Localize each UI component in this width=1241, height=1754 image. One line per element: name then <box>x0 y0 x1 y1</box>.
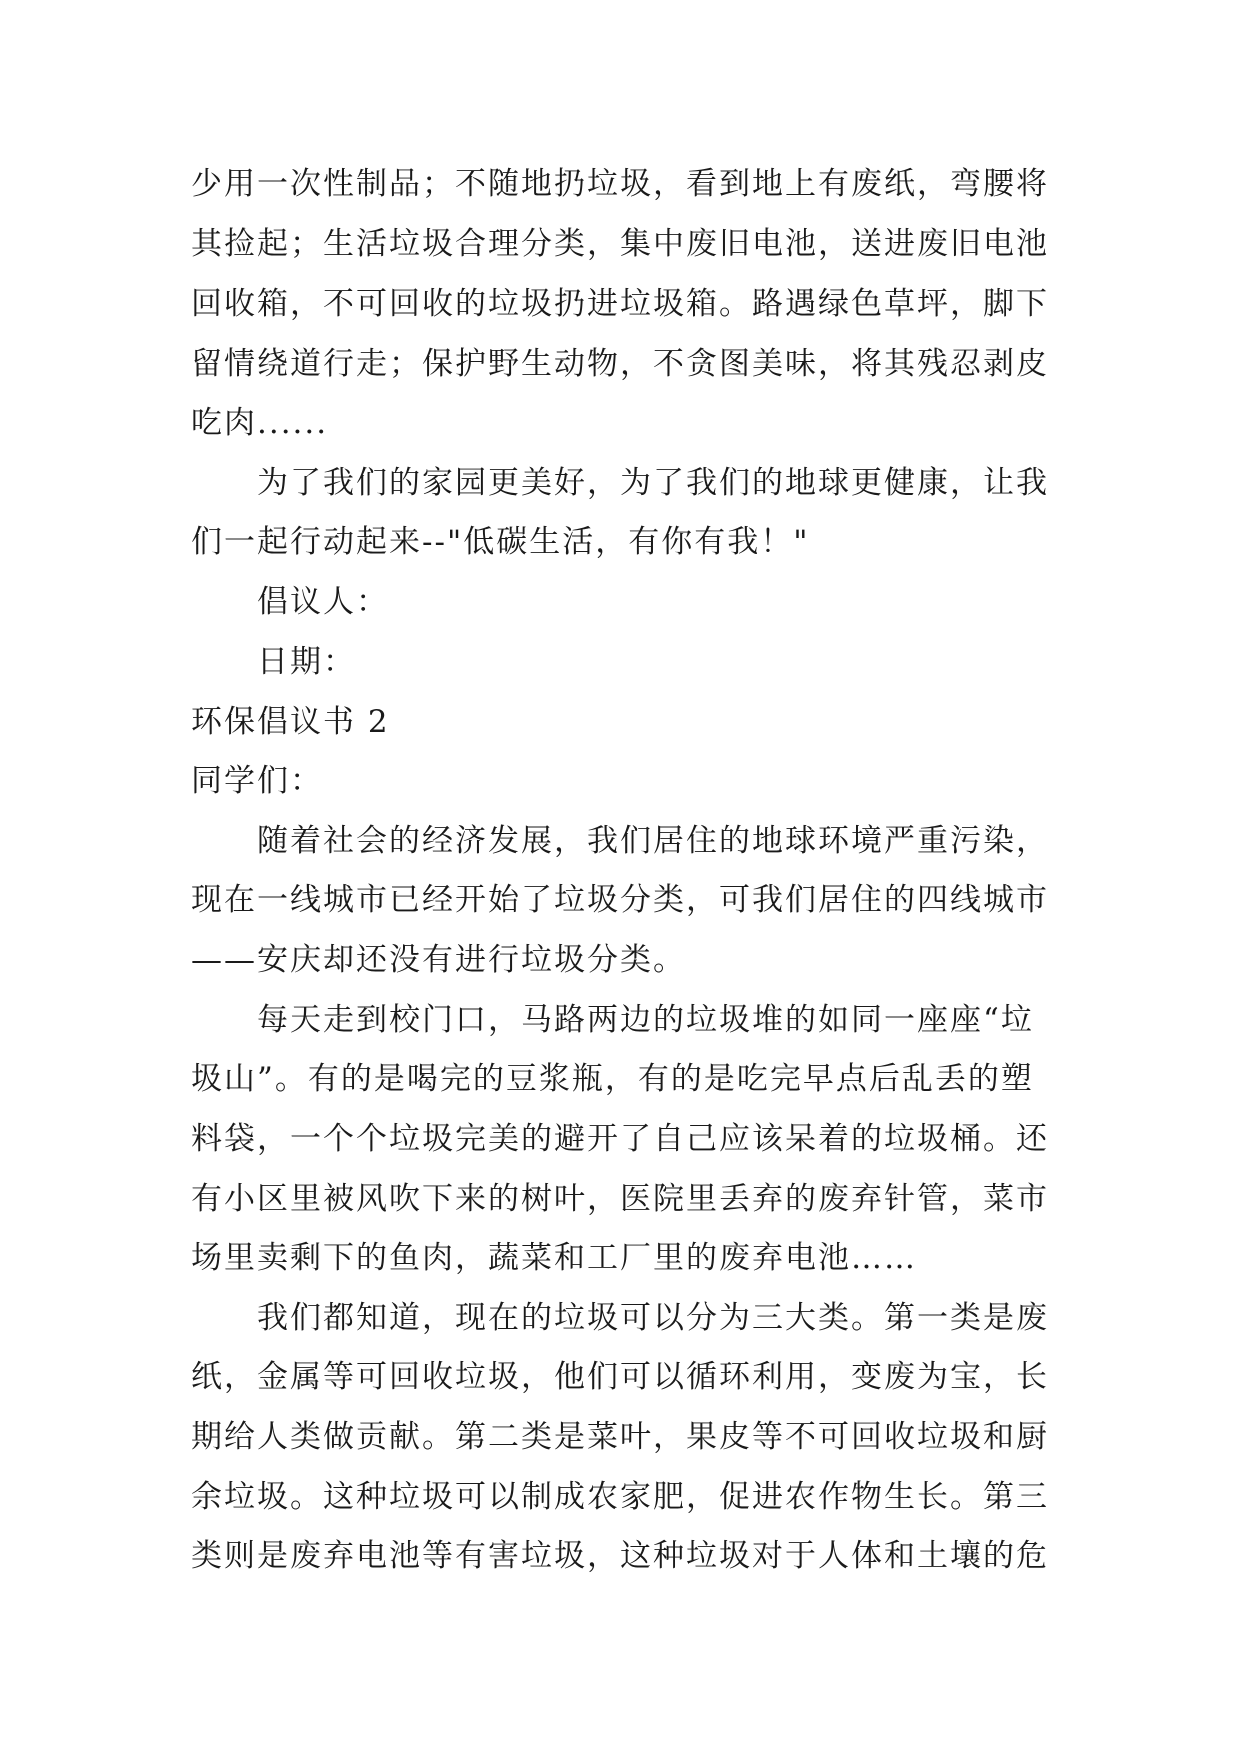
text-line: 场里卖剩下的鱼肉，蔬菜和工厂里的废弃电池…… <box>191 1240 917 1276</box>
paragraph-start-line: 随着社会的经济发展，我们居住的地球环境严重污染， <box>257 823 1049 859</box>
text-line: 余垃圾。这种垃圾可以制成农家肥，促进农作物生长。第三 <box>191 1479 1049 1515</box>
text-line: 留情绕道行走；保护野生动物，不贪图美味，将其残忍剥皮 <box>191 346 1049 382</box>
text-line: 期给人类做贡献。第二类是菜叶，果皮等不可回收垃圾和厨 <box>191 1419 1049 1455</box>
text-line: 们一起行动起来--"低碳生活，有你有我！" <box>191 524 810 560</box>
paragraph-start-line: 为了我们的家园更美好，为了我们的地球更健康，让我 <box>257 465 1049 501</box>
text-line: 吃肉...... <box>191 405 329 441</box>
section-title: 环保倡议书 2 <box>191 704 390 740</box>
text-line: 类则是废弃电池等有害垃圾，这种垃圾对于人体和土壤的危 <box>191 1538 1049 1574</box>
date-label: 日期： <box>257 644 356 680</box>
text-line: 回收箱，不可回收的垃圾扔进垃圾箱。路遇绿色草坪，脚下 <box>191 286 1049 322</box>
text-line: ——安庆却还没有进行垃圾分类。 <box>191 942 686 978</box>
text-line: 现在一线城市已经开始了垃圾分类，可我们居住的四线城市 <box>191 882 1049 918</box>
paragraph-start-line: 每天走到校门口，马路两边的垃圾堆的如同一座座“垃 <box>257 1002 1034 1038</box>
text-line: 有小区里被风吹下来的树叶，医院里丢弃的废弃针管，菜市 <box>191 1181 1049 1217</box>
paragraph-start-line: 我们都知道，现在的垃圾可以分为三大类。第一类是废 <box>257 1300 1049 1336</box>
initiator-label: 倡议人： <box>257 584 389 620</box>
text-line: 少用一次性制品；不随地扔垃圾，看到地上有废纸，弯腰将 <box>191 166 1049 202</box>
text-line: 圾山”。有的是喝完的豆浆瓶，有的是吃完早点后乱丢的塑 <box>191 1061 1034 1097</box>
text-line: 其捡起；生活垃圾合理分类，集中废旧电池，送进废旧电池 <box>191 226 1049 262</box>
text-line: 料袋，一个个垃圾完美的避开了自己应该呆着的垃圾桶。还 <box>191 1121 1049 1157</box>
text-line: 纸，金属等可回收垃圾，他们可以循环利用，变废为宝，长 <box>191 1359 1049 1395</box>
salutation: 同学们： <box>191 763 323 799</box>
